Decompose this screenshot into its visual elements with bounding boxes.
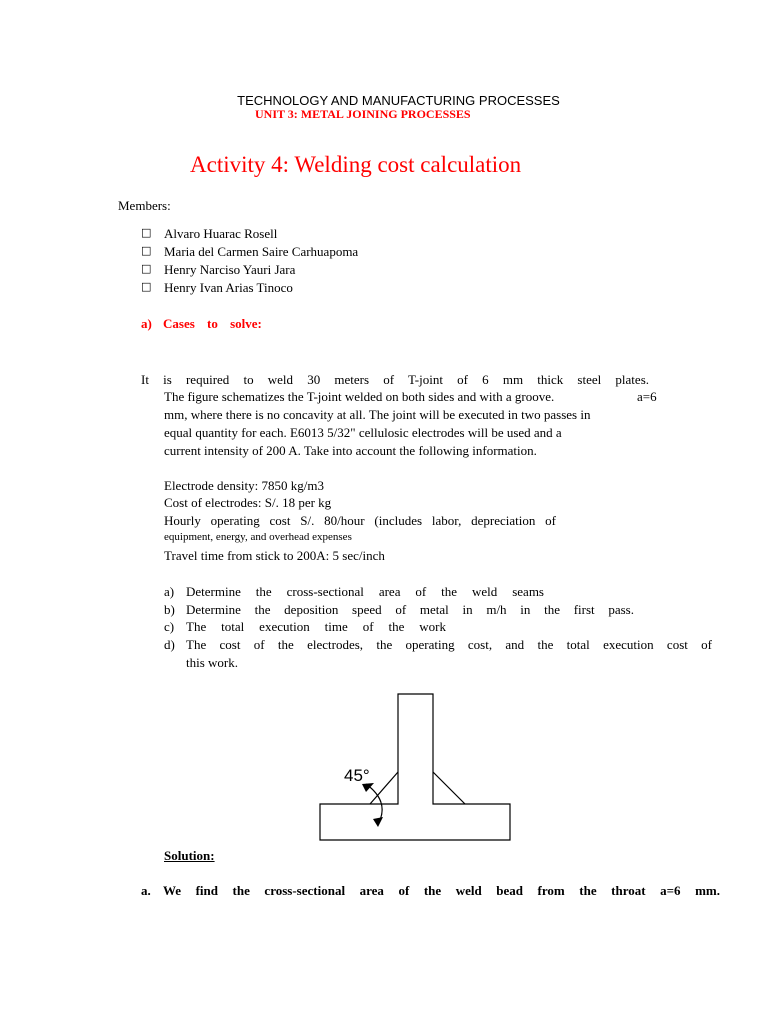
problem-line: equal quantity for each. E6013 5/32" cellulosic electrodes will be used and a [164,425,562,440]
course-header: TECHNOLOGY AND MANUFACTURING PROCESSES [237,93,560,108]
task-text-cont: this work. [186,655,238,670]
section-heading: Cases to solve: [163,316,262,331]
task-marker: c) [164,619,175,634]
arrowhead-bottom [373,817,383,827]
task-text: The total execution time of the work [186,619,446,634]
problem-line: current intensity of 200 A. Take into account the following information. [164,443,537,458]
solution-text: We find the cross-sectional area of the weld bead from the throat a=6 mm. [163,883,720,898]
checkbox-bullet-icon: □ [141,244,152,257]
solution-label: Solution: [164,848,215,863]
member-name: Alvaro Huarac Rosell [164,226,278,241]
section-marker: a) [141,316,152,331]
checkbox-bullet-icon: □ [141,280,152,293]
members-label: Members: [118,198,171,213]
unit-header: UNIT 3: METAL JOINING PROCESSES [255,107,471,121]
problem-line: mm, where there is no concavity at all. The joint will be executed in two passes in [164,407,591,422]
throat-value: a=6 [637,389,657,404]
weld-line-left [370,772,398,804]
info-density: Electrode density: 7850 kg/m3 [164,478,324,493]
task-marker: a) [164,584,175,599]
angle-arc [366,784,382,820]
t-joint-figure [300,680,540,850]
task-marker: d) [164,637,175,652]
task-text: Determine the deposition speed of metal in m/h in the first pass. [186,602,634,617]
solution-marker: a. [141,883,151,898]
checkbox-bullet-icon: □ [141,262,152,275]
task-text: The cost of the electrodes, the operating cost, and the total execution cost of [186,637,712,652]
info-hourly-cont: equipment, energy, and overhead expenses [164,531,352,543]
task-text: Determine the cross-sectional area of the weld seams [186,584,544,599]
checkbox-bullet-icon: □ [141,226,152,239]
weld-line-right [433,772,465,804]
info-cost: Cost of electrodes: S/. 18 per kg [164,495,332,510]
problem-line: It is required to weld 30 meters of T-joint of 6 mm thick steel plates. [141,372,649,387]
member-name: Henry Ivan Arias Tinoco [164,280,293,295]
page-title: Activity 4: Welding cost calculation [190,152,522,177]
member-name: Henry Narciso Yauri Jara [164,262,296,277]
task-marker: b) [164,602,175,617]
info-travel: Travel time from stick to 200A: 5 sec/inch [164,548,385,563]
info-hourly: Hourly operating cost S/. 80/hour (includes labor, depreciation of [164,513,556,528]
angle-label: 45° [344,766,370,785]
member-name: Maria del Carmen Saire Carhuapoma [164,244,359,259]
problem-line: The figure schematizes the T-joint welded on both sides and with a groove. [164,389,555,404]
